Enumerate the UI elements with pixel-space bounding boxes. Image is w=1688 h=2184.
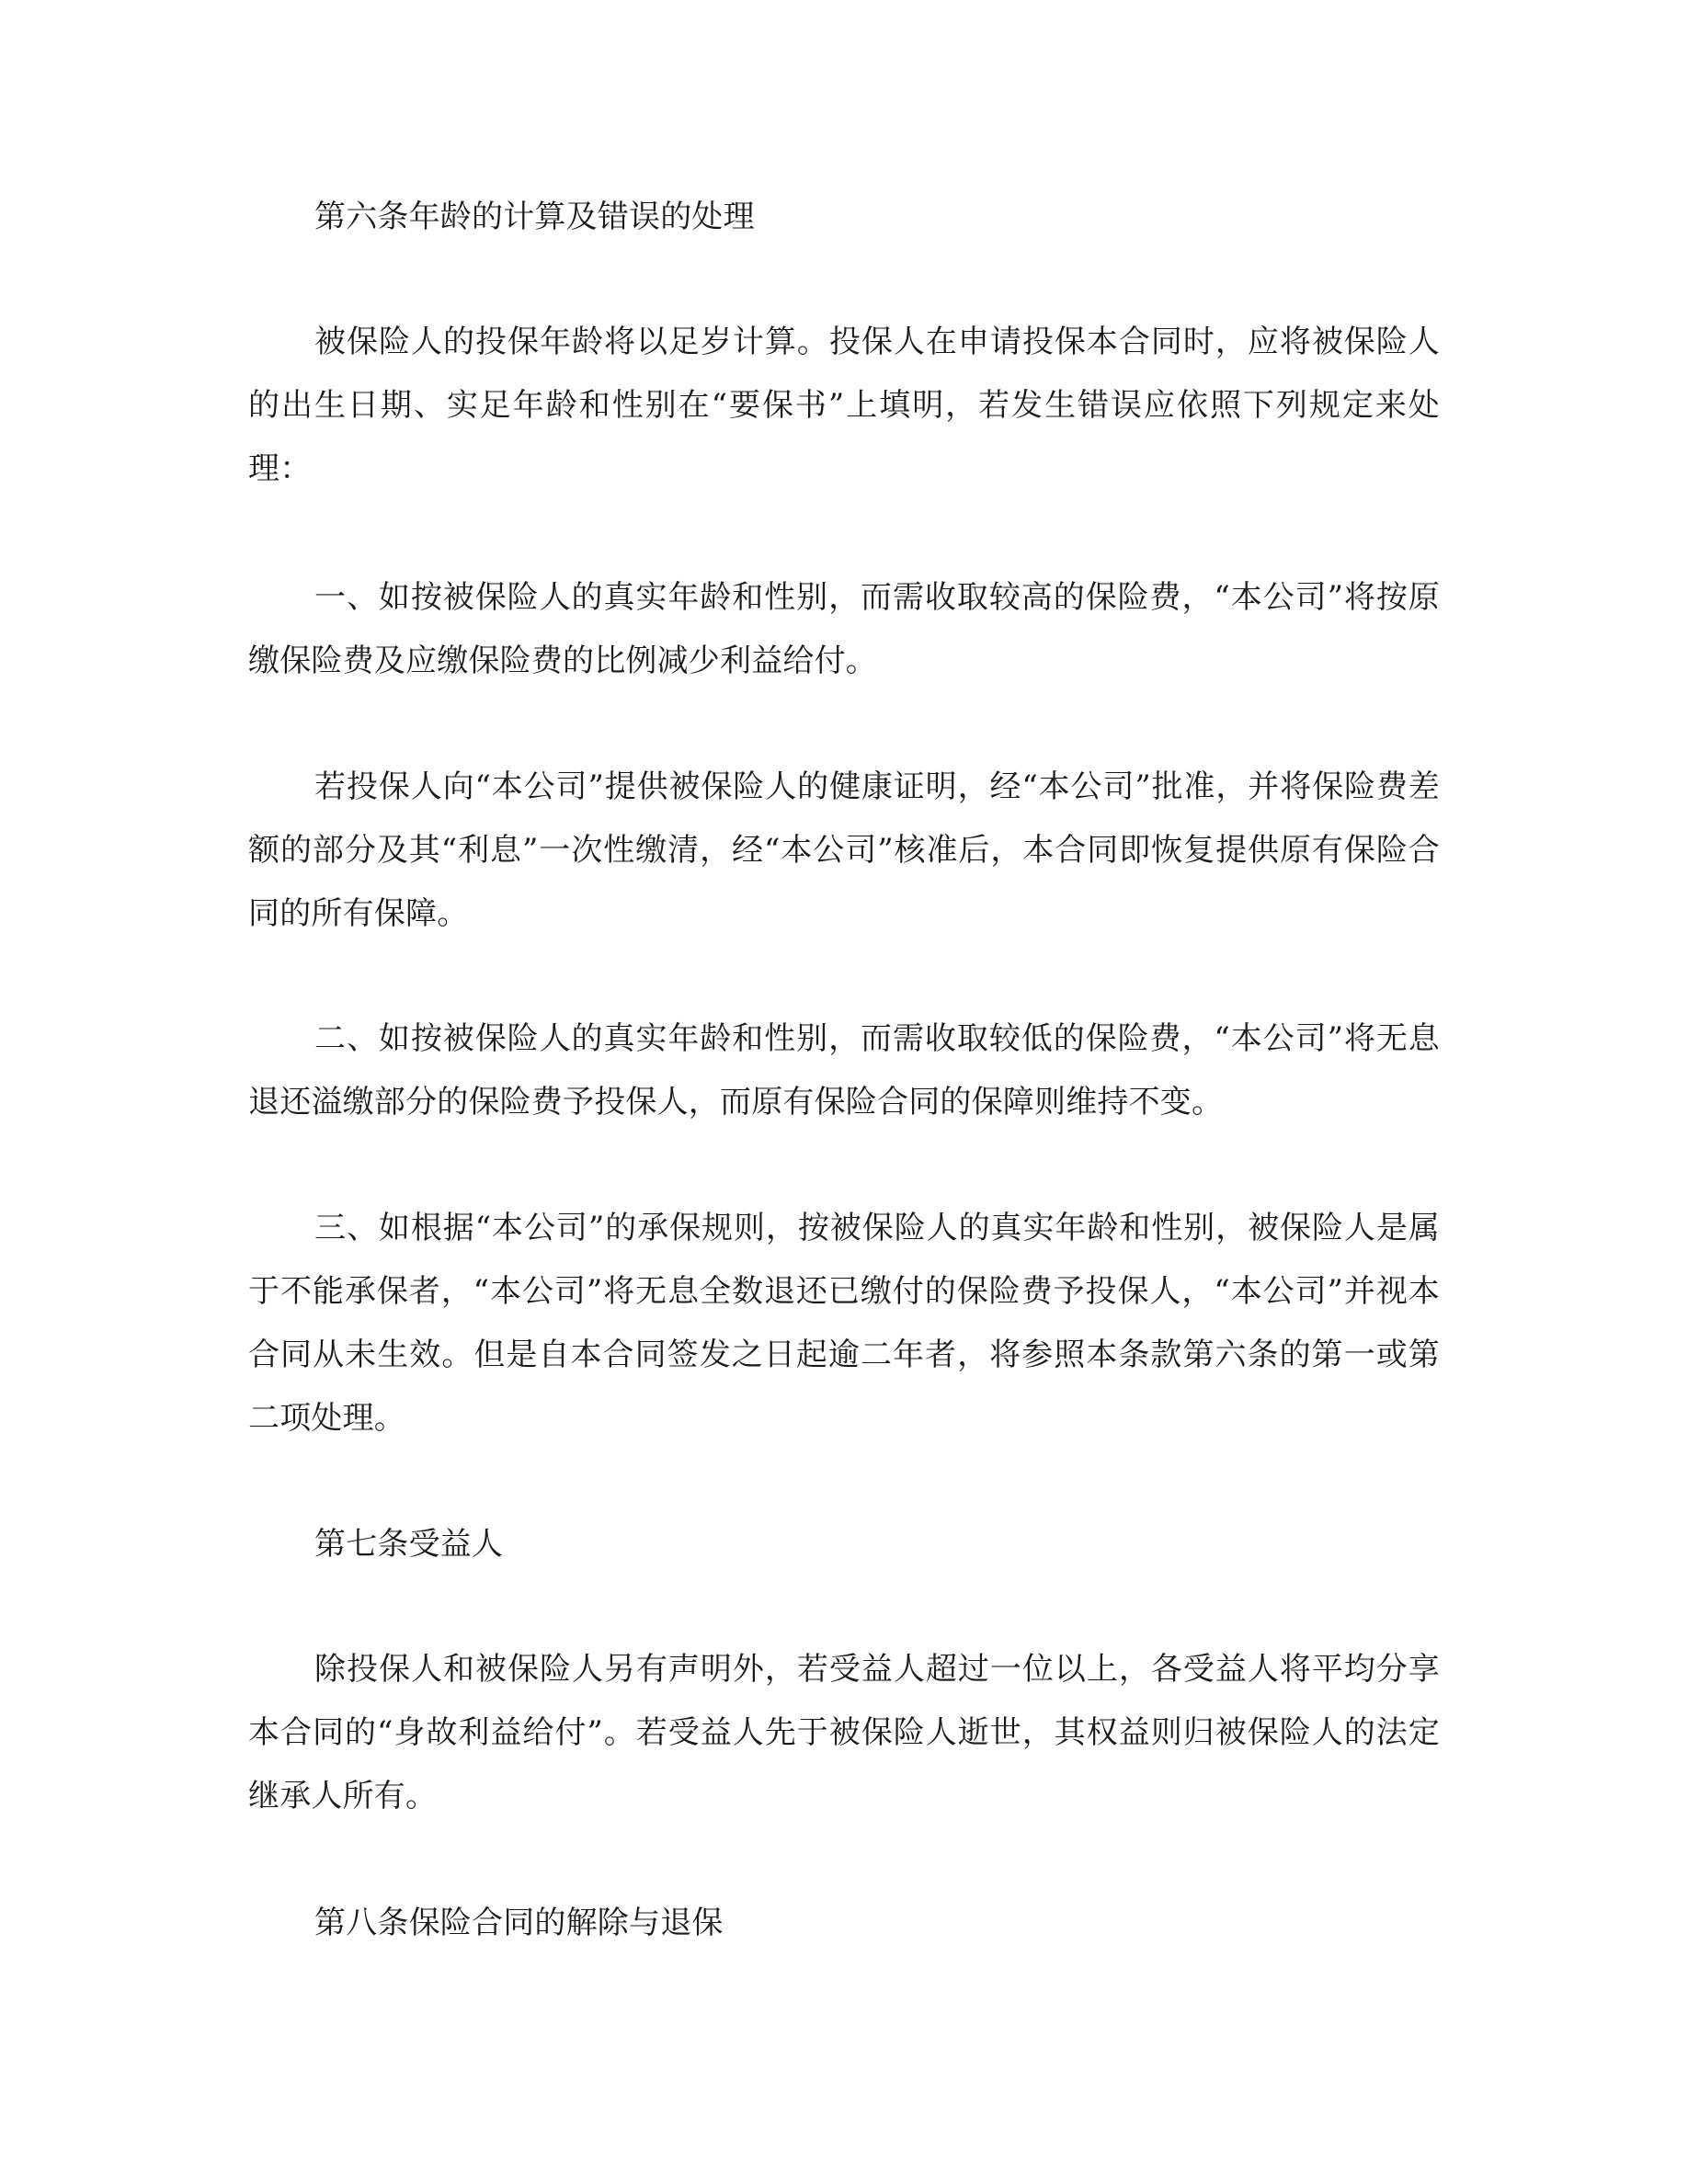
article-6-item-1: 一、如按被保险人的真实年龄和性别，而需收取较高的保险费，“本公司”将按原缴保险费及应缴保险费的比例减少利益给付。	[248, 579, 1440, 679]
article-8-title: 第八条保险合同的解除与退保	[314, 1905, 724, 1941]
article-6-intro: 被保险人的投保年龄将以足岁计算。投保人在申请投保本合同时，应将被保险人的出生日期、实足年龄和性别在“要保书”上填明，若发生错误应依照下列规定来处理：	[248, 324, 1440, 487]
article-6-item-1-note: 若投保人向“本公司”提供被保险人的健康证明，经“本公司”批准，并将保险费差额的部分及其“利息”一次性缴清，经“本公司”核准后，本合同即恢复提供原有保险合同的所有保障。	[248, 768, 1440, 932]
article-7-title: 第七条受益人	[314, 1526, 504, 1563]
article-6-item-3: 三、如根据“本公司”的承保规则，按被保险人的真实年龄和性别，被保险人是属于不能承保者，“本公司”将无息全数退还已缴付的保险费予投保人，“本公司”并视本合同从未生效。但是自本合同签发之日起逾二年者，将参照本条款第六条的第一或第二项处理。	[248, 1210, 1440, 1437]
article-7-body: 除投保人和被保险人另有声明外，若受益人超过一位以上，各受益人将平均分享本合同的“身故利益给付”。若受益人先于被保险人逝世，其权益则归被保险人的法定继承人所有。	[248, 1651, 1440, 1814]
article-6-title: 第六条年龄的计算及错误的处理	[314, 199, 755, 235]
article-6-item-2: 二、如按被保险人的真实年龄和性别，而需收取较低的保险费，“本公司”将无息退还溢缴部分的保险费予投保人，而原有保险合同的保障则维持不变。	[248, 1020, 1440, 1120]
